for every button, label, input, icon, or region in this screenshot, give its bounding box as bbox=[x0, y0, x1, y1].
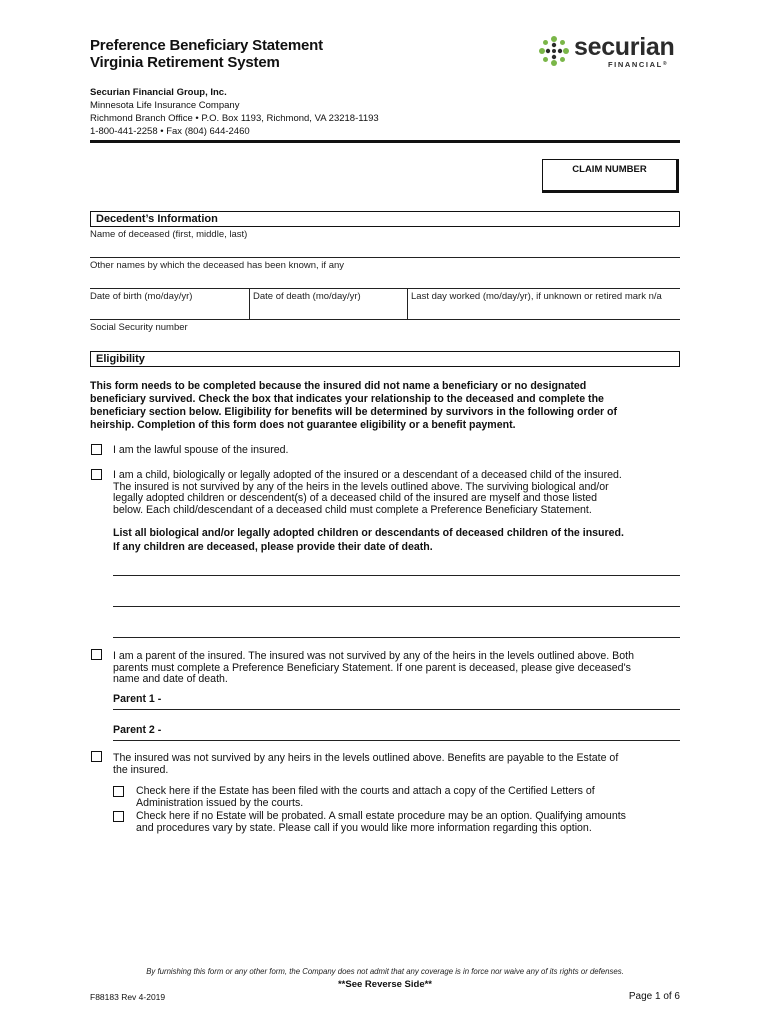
ssn-label: Social Security number bbox=[90, 322, 188, 333]
estate-checkbox[interactable] bbox=[91, 751, 102, 762]
parent2-field[interactable] bbox=[113, 740, 680, 741]
no-estate-checkbox[interactable] bbox=[113, 811, 124, 822]
phone-line: 1-800-441-2258 • Fax (804) 644-2460 bbox=[90, 126, 250, 137]
deceased-name-label: Name of deceased (first, middle, last) bbox=[90, 229, 248, 240]
no-estate-text: Check here if no Estate will be probated. A small estate procedure may be an option. Qualifying amounts and procedures vary by state. Please call if you would like more information regarding this option. bbox=[136, 810, 626, 834]
see-reverse-note: **See Reverse Side** bbox=[337, 979, 432, 990]
securian-mark-icon bbox=[536, 33, 572, 69]
child-entry-line[interactable] bbox=[113, 606, 680, 607]
deceased-name-field[interactable] bbox=[90, 257, 680, 258]
estate-filed-text: Check here if the Estate has been filed with the courts and attach a copy of the Certified Letters of Administration issued by the courts. bbox=[136, 785, 595, 809]
parent-option-text: I am a parent of the insured. The insured was not survived by any of the heirs in the levels outlined above. Both parents must complete a Preference Beneficiary Statement. If one parent is deceased, please give deceased's name and date of death. bbox=[113, 650, 634, 686]
child-entry-line[interactable] bbox=[113, 575, 680, 576]
form-title: Preference Beneficiary Statement bbox=[90, 37, 323, 54]
last-day-worked-label: Last day worked (mo/day/yr), if unknown or retired mark n/a bbox=[411, 291, 662, 302]
child-list-instructions: List all biological and/or legally adopted children or descendants of deceased children of the insured. If any children are deceased, please provide their date of death. bbox=[113, 527, 624, 553]
estate-filed-checkbox[interactable] bbox=[113, 786, 124, 797]
claim-number-label: CLAIM NUMBER bbox=[572, 164, 647, 175]
dates-field-row[interactable] bbox=[90, 319, 680, 320]
sub-company: Minnesota Life Insurance Company bbox=[90, 100, 240, 111]
dod-label: Date of death (mo/day/yr) bbox=[253, 291, 361, 302]
spouse-checkbox[interactable] bbox=[91, 444, 102, 455]
footer-disclaimer: By furnishing this form or any other form, the Company does not admit that any coverage is in force nor waive any of its rights or defenses. bbox=[146, 967, 624, 976]
parent-checkbox[interactable] bbox=[91, 649, 102, 660]
page-number: Page 1 of 6 bbox=[628, 991, 680, 1002]
field-divider bbox=[249, 288, 250, 319]
header-divider bbox=[90, 140, 680, 143]
field-divider bbox=[407, 288, 408, 319]
dob-label: Date of birth (mo/day/yr) bbox=[90, 291, 193, 302]
other-names-field[interactable] bbox=[90, 288, 680, 289]
form-id: F88183 Rev 4-2019 bbox=[90, 992, 166, 1002]
child-entry-line[interactable] bbox=[113, 637, 680, 638]
parent1-field[interactable] bbox=[113, 709, 680, 710]
parent1-label: Parent 1 - bbox=[113, 693, 162, 705]
logo-wordmark: securian bbox=[574, 33, 675, 61]
securian-logo bbox=[536, 33, 686, 71]
eligibility-heading: Eligibility bbox=[90, 351, 680, 367]
address-line: Richmond Branch Office • P.O. Box 1193, Richmond, VA 23218-1193 bbox=[90, 113, 379, 124]
claim-number-box[interactable] bbox=[542, 159, 679, 193]
eligibility-intro: This form needs to be completed because the insured did not name a beneficiary or no designated beneficiary survived. Check the box that indicates your relationship to the deceased and complete the beneficiary section below. Eligibility for benefits will be determined by survivors in the following order of heirship. Completion of this form does not guarantee eligibility or a benefit payment. bbox=[90, 380, 618, 431]
decedent-heading: Decedent’s Information bbox=[90, 211, 680, 227]
child-checkbox[interactable] bbox=[91, 469, 102, 480]
estate-option-text: The insured was not survived by any heirs in the levels outlined above. Benefits are payable to the Estate of the insured. bbox=[113, 752, 619, 776]
form-subtitle: Virginia Retirement System bbox=[90, 54, 280, 71]
other-names-label: Other names by which the deceased has been known, if any bbox=[90, 260, 345, 271]
spouse-option-text: I am the lawful spouse of the insured. bbox=[113, 444, 289, 456]
logo-subtext: FINANCIAL® bbox=[608, 60, 667, 69]
parent2-label: Parent 2 - bbox=[113, 724, 162, 736]
child-option-text: I am a child, biologically or legally adopted of the insured or a descendant of a deceased child of the insured. The insured is not survived by any of the heirs in the levels outlined above. The surviving biological and/or legally adopted children or descendent(s) of a deceased child of the insured are myself and those listed below. Each child/descendant of a deceased child must complete a Preference Beneficiary Statement. bbox=[113, 469, 622, 516]
company-name: Securian Financial Group, Inc. bbox=[90, 87, 227, 98]
